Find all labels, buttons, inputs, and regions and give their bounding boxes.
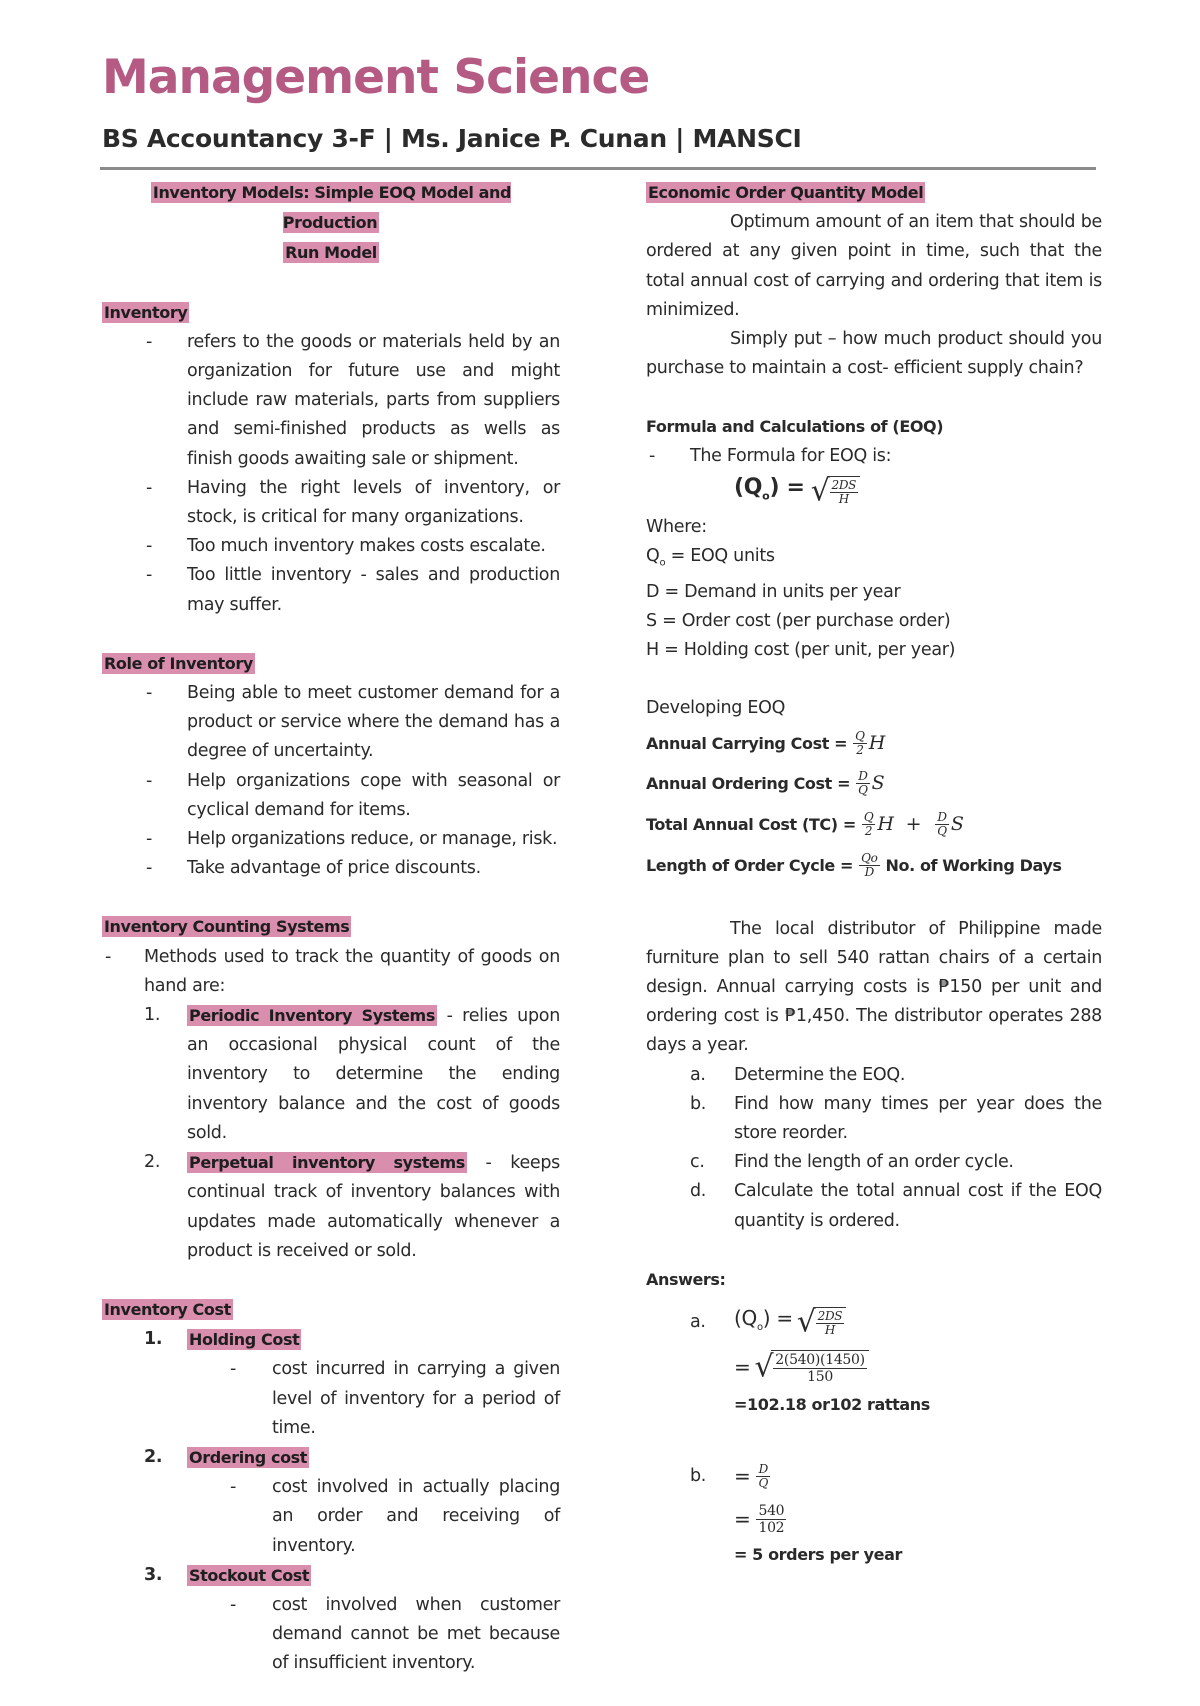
where-symbol: Q [646, 546, 660, 567]
fraction-numerator: Qo [861, 851, 878, 866]
topic-heading-line2: Run Model [285, 243, 377, 263]
where-symbol: S [646, 610, 657, 631]
ordering-cost-label: Annual Ordering Cost = [646, 773, 851, 793]
formula-intro-list [646, 442, 1102, 471]
question-text: Find the length of an order cycle. [734, 1152, 1014, 1173]
sqrt-symbol: √ $\frac{2DS}{H}$ [811, 476, 860, 507]
item-letter: d. [690, 1181, 707, 1202]
total-cost-label: Total Annual Cost (TC) = [646, 814, 856, 834]
topic-heading-line1: Inventory Models: Simple EOQ Model and Production [152, 183, 512, 233]
question-text: Find how many times per year does the store reorder. [734, 1093, 1102, 1143]
eoq-definition: Optimum amount of an item that should be ordered at any given point in time, such that the total annual cost of carrying and ordering that item is minimized. [646, 212, 1102, 320]
counting-systems-list [102, 1001, 560, 1266]
order-cycle-formula [646, 846, 1102, 886]
where-line [646, 542, 1102, 578]
item-number: 2. [144, 1152, 161, 1173]
sqrt-symbol: √ $\frac{2(540)(1450)}{150}$ [754, 1350, 868, 1385]
problem-section [646, 915, 1102, 1236]
fraction-denominator: 2 [856, 743, 864, 758]
where-text: = EOQ units [665, 546, 775, 567]
fraction-numerator: 2DS [817, 1309, 843, 1324]
fraction-denominator: Q [937, 824, 947, 839]
cycle-suffix: No. of Working Days [885, 855, 1062, 875]
page-subtitle: BS Accountancy 3-F | Ms. Janice P. Cunan | MANSCI [102, 124, 802, 153]
counting-heading: Inventory Counting Systems [104, 917, 350, 937]
periodic-desc: - relies upon an occasional physical count of the inventory to determine the ending inventory balance and the cost of goods sold. [187, 1006, 560, 1143]
total-symbol-1: H [877, 812, 894, 835]
list-item: - Too much inventory makes costs escalate. [102, 532, 560, 561]
where-text: = Holding cost (per unit, per year) [658, 640, 956, 661]
where-text: = Order cost (per purchase order) [656, 610, 951, 631]
item-letter: b. [690, 1093, 707, 1114]
page-title: Management Science [102, 50, 650, 105]
where-line [646, 636, 1102, 665]
list-item [102, 1001, 560, 1148]
developing-section [646, 694, 1102, 885]
list-item: - Help organizations reduce, or manage, risk. [102, 825, 560, 854]
order-cycle-label: Length of Order Cycle = [646, 855, 854, 875]
fraction-numerator: 2(540)(1450) [775, 1352, 865, 1369]
list-item [102, 1561, 560, 1679]
answer-a-fraction-2 [773, 1352, 867, 1385]
formula-section [646, 412, 1102, 665]
fraction-numerator: Q [863, 810, 874, 825]
answer-a-row1 [646, 1300, 1102, 1346]
fraction-numerator: 2DS [831, 478, 857, 493]
answer-letter: a. [690, 1312, 706, 1333]
formula-lhs-sub: o [762, 489, 770, 503]
periodic-term: Periodic Inventory Systems [189, 1006, 435, 1026]
answer-b-result-row [646, 1540, 1102, 1570]
topic-heading [102, 178, 560, 269]
answer-a-q: (Q [734, 1305, 757, 1330]
cost-desc-list [187, 1473, 560, 1561]
carrying-symbol: H [868, 731, 885, 754]
item-letter: a. [690, 1064, 706, 1085]
total-symbol-2: S [950, 812, 964, 835]
formula-intro: - The Formula for EOQ is: [646, 442, 1102, 471]
list-item [102, 1148, 560, 1266]
where-line [646, 607, 1102, 636]
list-item: - Too little inventory - sales and production may suffer. [102, 561, 560, 619]
fraction-denominator: 2 [864, 824, 873, 839]
perpetual-desc: - keeps continual track of inventory balances with updates made automatically whenever a product is received or sold. [187, 1153, 560, 1261]
list-item: - Help organizations cope with seasonal or cyclical demand for items. [102, 767, 560, 825]
sqrt-symbol: √ $\frac{2DS}{H}$ [797, 1307, 846, 1338]
plus-sign: + [905, 812, 922, 835]
answer-b-fraction-2 [756, 1503, 786, 1536]
cost-heading: Inventory Cost [104, 1299, 231, 1319]
answer-a-lhs-end: ) = [762, 1305, 793, 1330]
answer-a-lhs [734, 1304, 793, 1342]
fraction-numerator: Q [855, 729, 865, 744]
list-item [646, 1061, 1102, 1090]
left-column [102, 178, 560, 1679]
counting-intro-list [102, 943, 560, 1001]
cost-section [102, 1295, 560, 1679]
answer-a-result-row [646, 1390, 1102, 1420]
fraction-denominator: D [864, 865, 874, 880]
role-section [102, 649, 560, 884]
formula-heading: Formula and Calculations of (EOQ) [646, 417, 944, 437]
fraction-numerator: D [856, 770, 870, 784]
answer-b-fraction-1 [756, 1463, 770, 1490]
answers-label: Answers: [646, 1269, 726, 1289]
item-number: 2. [144, 1446, 163, 1467]
eoq-heading: Economic Order Quantity Model [648, 183, 924, 202]
fraction-numerator: 540 [758, 1503, 785, 1520]
carrying-fraction [853, 730, 867, 757]
where-line [646, 578, 1102, 607]
item-number: 1. [144, 1329, 163, 1350]
answer-b-result: = 5 orders per year [734, 1545, 902, 1565]
list-item [102, 1443, 560, 1561]
ordering-cost-desc: - cost involved in actually placing an order and receiving of inventory. [185, 1473, 560, 1561]
role-heading: Role of Inventory [104, 653, 253, 673]
fraction-denominator: H [838, 492, 849, 507]
answer-letter: b. [690, 1466, 707, 1487]
list-item: - Being able to meet customer demand for a product or service where the demand has a degree of uncertainty. [102, 679, 560, 767]
fraction-denominator: Q [858, 783, 868, 798]
counting-section [102, 912, 560, 1265]
problem-questions [646, 1061, 1102, 1236]
total-fraction-2 [935, 811, 949, 838]
inventory-section [102, 298, 560, 620]
item-number: 3. [144, 1564, 163, 1585]
ordering-fraction [856, 770, 870, 797]
total-fraction-1 [862, 811, 876, 838]
answer-a-result: =102.18 or102 rattans [734, 1395, 930, 1415]
answer-b-row1 [646, 1454, 1102, 1500]
list-item [646, 1090, 1102, 1148]
formula-lhs [734, 473, 805, 511]
question-text: Determine the EOQ. [734, 1064, 906, 1085]
cost-desc-list [187, 1355, 560, 1443]
inventory-heading: Inventory [104, 302, 188, 322]
role-list [102, 679, 560, 883]
where-symbol: D [646, 581, 660, 602]
ordering-cost-formula [646, 764, 1102, 804]
right-column [646, 178, 1102, 1570]
holding-cost-term: Holding Cost [189, 1330, 300, 1350]
stockout-cost-term: Stockout Cost [189, 1565, 310, 1585]
list-item: - Having the right levels of inventory, or stock, is critical for many organizations. [102, 474, 560, 532]
inventory-list [102, 328, 560, 620]
perpetual-term: Perpetual inventory systems [189, 1153, 465, 1173]
answer-b-row2 [646, 1500, 1102, 1540]
list-item: - refers to the goods or materials held by an organization for future use and might include raw materials, parts from suppliers and semi-finished products as wells as finish goods awaiting sale or shipment. [102, 328, 560, 474]
fraction-denominator: Q [758, 1476, 769, 1491]
answer-a-sub: o [756, 1321, 763, 1333]
counting-intro: - Methods used to track the quantity of goods on hand are: [102, 943, 560, 1001]
fraction-numerator: D [756, 1463, 770, 1477]
developing-label: Developing EOQ [646, 698, 786, 719]
eoq-simply-put: Simply put – how much product should you purchase to maintain a cost- efficient supply chain? [646, 329, 1102, 379]
answers-section [646, 1265, 1102, 1570]
cost-list [102, 1325, 560, 1678]
cycle-fraction [859, 852, 879, 879]
equals-sign: = [734, 1464, 751, 1489]
ordering-symbol: S [871, 771, 885, 794]
header-divider [100, 167, 1096, 170]
ordering-cost-term: Ordering cost [189, 1447, 308, 1467]
list-item [646, 1177, 1102, 1235]
eoq-formula [646, 471, 1102, 513]
problem-text: The local distributor of Philippine made furniture plan to sell 540 rattan chairs of a certain design. Annual carrying costs is ₱150 per unit and ordering cost is ₱1,450. The distributor operates 288 days a year. [646, 918, 1102, 1056]
fraction-denominator: H [824, 1323, 836, 1338]
fraction-denominator: 102 [758, 1520, 785, 1537]
total-cost-formula [646, 804, 1102, 846]
where-sub: o [659, 557, 666, 569]
holding-cost-desc: - cost incurred in carrying a given level of inventory for a period of time. [185, 1355, 560, 1443]
answer-a-fraction [816, 1310, 845, 1337]
formula-fraction [830, 479, 859, 506]
where-text: = Demand in units per year [659, 581, 901, 602]
formula-lhs-q: (Q [734, 475, 763, 501]
item-number: 1. [144, 1005, 161, 1026]
answer-a-row2 [646, 1346, 1102, 1390]
equals-sign: = [734, 1355, 751, 1380]
carrying-cost-label: Annual Carrying Cost = [646, 733, 848, 753]
stockout-cost-desc: - cost involved when customer demand cannot be met because of insufficient inventory. [185, 1591, 560, 1679]
fraction-numerator: D [935, 811, 949, 825]
question-text: Calculate the total annual cost if the EOQ quantity is ordered. [734, 1181, 1102, 1231]
equals-sign: = [734, 1507, 751, 1532]
item-letter: c. [690, 1152, 705, 1173]
list-item [646, 1148, 1102, 1177]
where-symbol: H [646, 640, 659, 661]
formula-lhs-end: ) = [769, 475, 805, 501]
fraction-denominator: 150 [807, 1369, 833, 1386]
list-item: - Take advantage of price discounts. [102, 854, 560, 883]
cost-desc-list [187, 1591, 560, 1679]
list-item [102, 1325, 560, 1443]
carrying-cost-formula [646, 724, 1102, 764]
where-label: Where: [646, 516, 707, 537]
